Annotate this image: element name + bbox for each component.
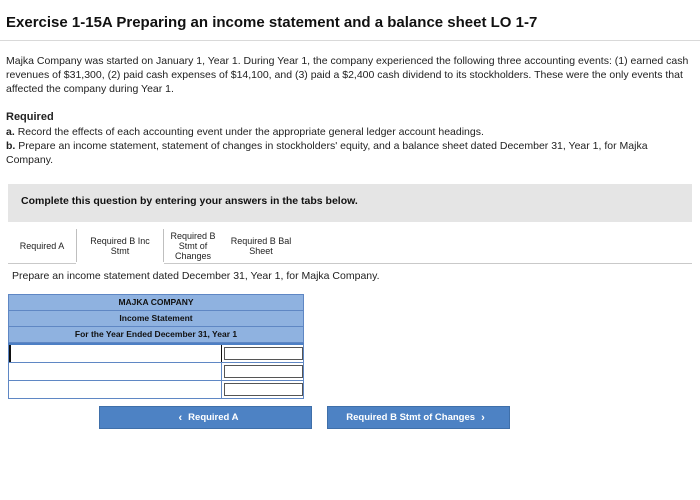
chevron-right-icon: ›: [481, 411, 485, 424]
required-heading: Required: [6, 111, 54, 123]
exercise-title: Exercise 1-15A Preparing an income statement and a balance sheet LO 1-7: [6, 14, 538, 31]
tab-label-line: Stmt: [110, 246, 130, 256]
required-a-text: [6, 125, 696, 139]
title-divider: [0, 40, 700, 41]
tab-label-line: Required B Inc: [90, 236, 150, 246]
amount-input-box[interactable]: [224, 383, 303, 396]
table-row: [8, 343, 304, 363]
amount-input-box[interactable]: [224, 365, 303, 378]
amount-input[interactable]: [222, 381, 305, 398]
tab-label-line: Sheet: [249, 246, 273, 256]
required-b-prefix: b.: [6, 140, 16, 152]
instructions-text: Complete this question by entering your answers in the tabs below.: [21, 195, 358, 207]
amount-input-box[interactable]: [224, 347, 303, 360]
required-b-body: Prepare an income statement, statement of changes in stockholders' equity, and a balance sheet dated December 31, Year 1, for Majka Company.: [6, 140, 648, 166]
tab-required-a[interactable]: [8, 229, 76, 263]
tab-required-b-bal-sheet[interactable]: [222, 229, 300, 263]
next-button-label: Required B Stmt of Changes: [346, 412, 476, 423]
income-statement-table: [8, 294, 304, 399]
required-a-body: Record the effects of each accounting event under the appropriate general ledger account headings.: [17, 126, 484, 138]
active-tab-indicator: [76, 262, 164, 264]
tab-label-line: Required B: [170, 231, 216, 241]
tab-label-line: Stmt of: [178, 241, 208, 251]
table-row: [8, 381, 304, 399]
previous-button-label: Required A: [188, 412, 239, 423]
required-b-text: [6, 139, 694, 167]
statement-company-name: MAJKA COMPANY: [8, 294, 304, 311]
amount-input[interactable]: [221, 345, 305, 362]
tab-prompt: Prepare an income statement dated December 31, Year 1, for Majka Company.: [12, 270, 380, 282]
table-row: [8, 363, 304, 381]
tab-required-b-inc-stmt[interactable]: [76, 229, 164, 263]
tab-label-line: Changes: [174, 251, 212, 261]
problem-description: Majka Company was started on January 1, Year 1. During Year 1, the company experienced the following three accounting events: (1) earned cash revenues of $31,300, (2) paid cash expenses of $14,100, and (3) paid a $2,400 cash dividend to its stockholders. These were the only events that affected the company during Year 1.: [6, 55, 689, 95]
required-a-prefix: a.: [6, 126, 15, 138]
statement-period: For the Year Ended December 31, Year 1: [8, 327, 304, 343]
account-select[interactable]: [9, 363, 222, 380]
chevron-left-icon: ‹: [178, 411, 183, 424]
account-select[interactable]: [9, 381, 222, 398]
instructions-bar: [8, 184, 692, 222]
previous-requirement-button[interactable]: [99, 406, 312, 429]
tab-label-line: Required A: [19, 241, 65, 251]
statement-name: Income Statement: [8, 311, 304, 327]
amount-input[interactable]: [222, 363, 305, 380]
account-select[interactable]: [9, 345, 222, 362]
requirement-tabs: [8, 229, 692, 264]
next-requirement-button[interactable]: [327, 406, 510, 429]
tab-required-b-stmt-of-changes[interactable]: [164, 229, 222, 263]
tab-label-line: Required B Bal: [230, 236, 292, 246]
